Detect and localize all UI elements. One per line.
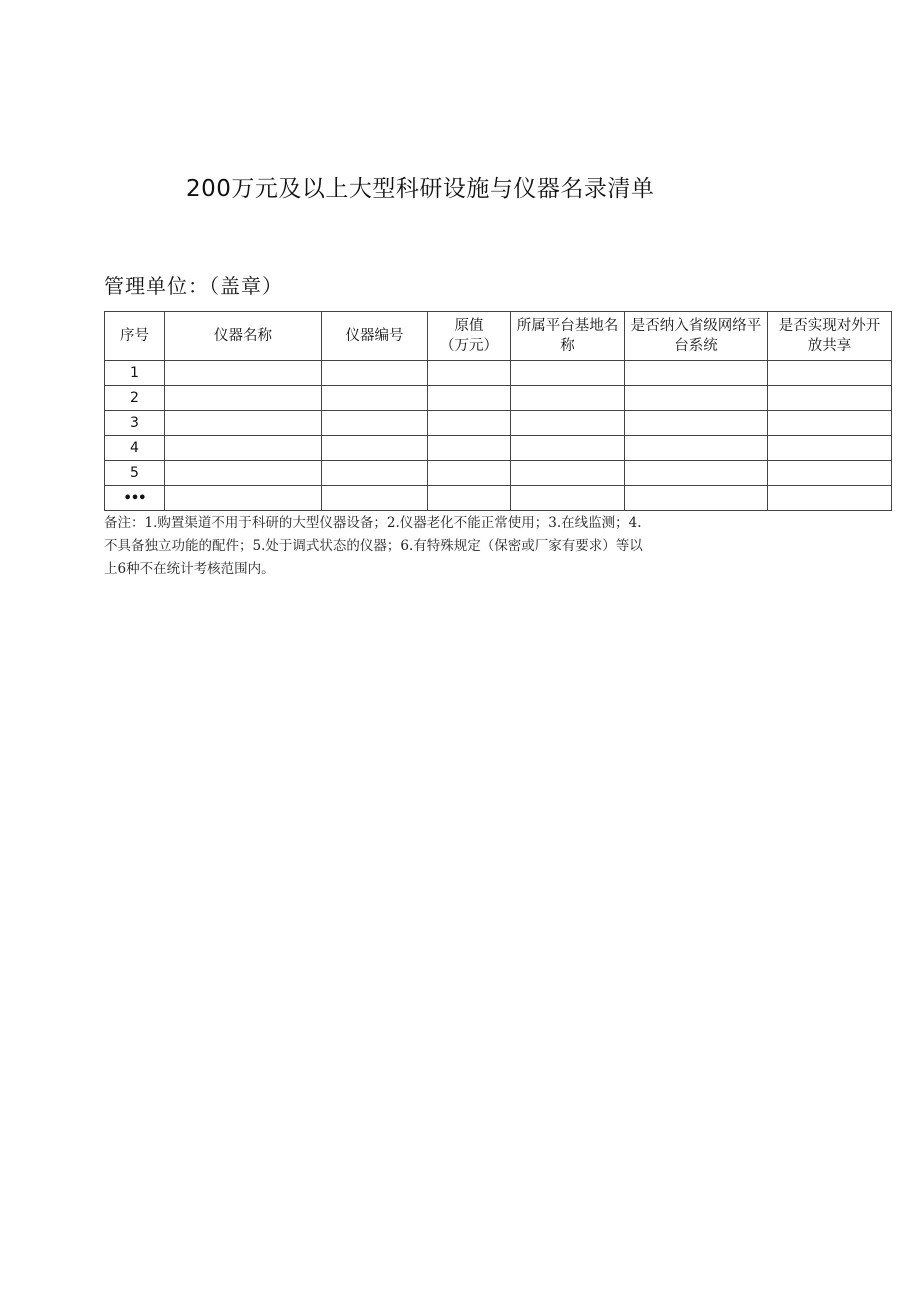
table-header-row <box>105 312 892 361</box>
header-original-value: 原值 （万元） <box>428 312 511 361</box>
table-row <box>105 486 892 511</box>
table-cell <box>322 461 428 486</box>
table-cell <box>625 386 768 411</box>
table-cell <box>322 411 428 436</box>
header-instrument-number: 仪器编号 <box>322 312 428 361</box>
remarks-line-2: 不具备独立功能的配件；5.处于调式状态的仪器；6.有特殊规定（保密或厂家有要求）等以 <box>104 538 643 554</box>
table-cell <box>428 461 511 486</box>
table-cell <box>322 386 428 411</box>
header-instrument-name: 仪器名称 <box>165 312 322 361</box>
table-row <box>105 436 892 461</box>
table-cell <box>322 486 428 511</box>
header-serial-number: 序号 <box>105 312 165 361</box>
table-cell <box>768 436 892 461</box>
table-cell <box>768 386 892 411</box>
table-row <box>105 411 892 436</box>
table-cell <box>625 486 768 511</box>
remarks-line-3: 上6种不在统计考核范围内。 <box>104 561 275 577</box>
table-cell <box>165 386 322 411</box>
table-cell <box>428 386 511 411</box>
table-cell <box>511 386 625 411</box>
table-row <box>105 461 892 486</box>
table-row <box>105 361 892 386</box>
table-row <box>105 386 892 411</box>
table-cell <box>165 361 322 386</box>
page-title: 200万元及以上大型科研设施与仪器名录清单 <box>186 176 655 202</box>
table-cell <box>625 411 768 436</box>
table-cell <box>165 411 322 436</box>
row-number-cell: 2 <box>105 386 165 411</box>
table-cell <box>511 411 625 436</box>
row-number-cell: 4 <box>105 436 165 461</box>
table-cell <box>768 486 892 511</box>
table-cell <box>428 486 511 511</box>
remarks-line-1: 备注：1.购置渠道不用于科研的大型仪器设备；2.仪器老化不能正常使用；3.在线监测；4. <box>104 515 642 531</box>
row-number-cell: ••• <box>105 486 165 511</box>
remarks-note <box>104 512 744 581</box>
table-cell <box>625 361 768 386</box>
row-number-cell: 3 <box>105 411 165 436</box>
table-cell <box>428 436 511 461</box>
management-unit-label: 管理单位：（盖章） <box>104 274 283 298</box>
table-cell <box>625 436 768 461</box>
table-cell <box>511 361 625 386</box>
table-cell <box>322 436 428 461</box>
table-cell <box>511 461 625 486</box>
header-provincial-network: 是否纳入省级网络平 台系统 <box>625 312 768 361</box>
instrument-table <box>104 311 892 511</box>
row-number-cell: 1 <box>105 361 165 386</box>
table-cell <box>625 461 768 486</box>
table-cell <box>165 436 322 461</box>
table-cell <box>768 361 892 386</box>
row-number-cell: 5 <box>105 461 165 486</box>
table-cell <box>768 411 892 436</box>
table-cell <box>511 436 625 461</box>
header-open-sharing: 是否实现对外开 放共享 <box>768 312 892 361</box>
header-platform-base-name: 所属平台基地名 称 <box>511 312 625 361</box>
table-cell <box>165 486 322 511</box>
table-cell <box>428 411 511 436</box>
table-cell <box>768 461 892 486</box>
table-cell <box>511 486 625 511</box>
table-cell <box>428 361 511 386</box>
table-cell <box>322 361 428 386</box>
table-cell <box>165 461 322 486</box>
